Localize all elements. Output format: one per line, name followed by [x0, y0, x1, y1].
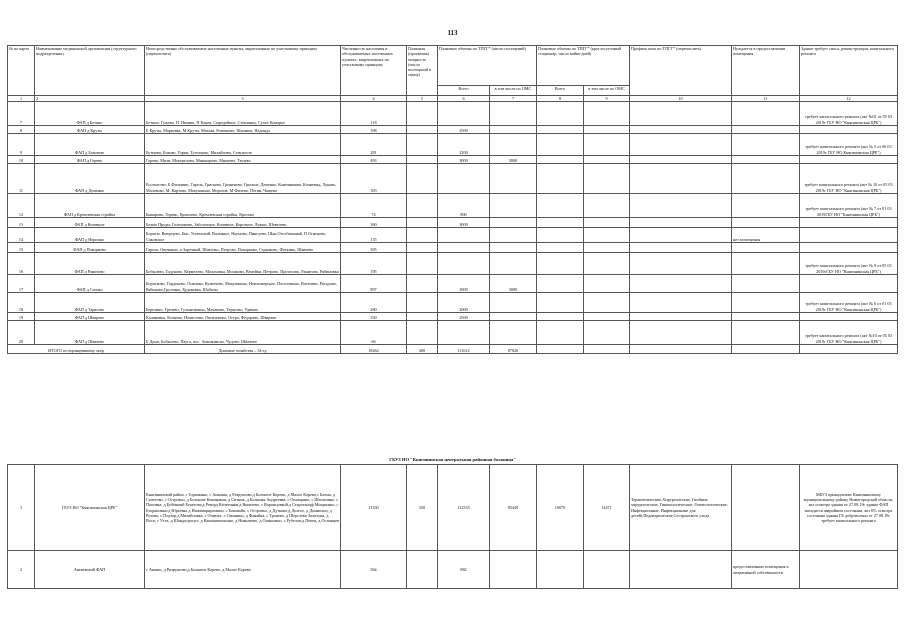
header-map-number: № по карте [8, 46, 35, 96]
beds-oms [584, 164, 630, 194]
visits-total: 2500 [438, 126, 490, 134]
org-name: ФАП д Стонко [35, 275, 145, 293]
beds-total: 16670 [537, 465, 584, 551]
capacity [407, 194, 438, 218]
capacity [407, 134, 438, 156]
repair-status [800, 126, 898, 134]
population: 281 [341, 134, 407, 156]
population: 364 [341, 551, 407, 589]
org-name: ФАП д Деменко [35, 164, 145, 194]
capacity [407, 228, 438, 243]
repair-status: требует капитального ремонта (акт № 10 от 05 03 2019г ГБУ НО "Княгининская ЦРБ") [800, 164, 898, 194]
table-row [8, 134, 898, 156]
total-population: 18262 [341, 345, 407, 354]
beds-total [537, 126, 584, 134]
row-number: 18 [8, 293, 35, 313]
header-beds-oms: в том числе по ОМС [584, 86, 630, 96]
repair-status: требует капитального ремонта (акт № 9 от 05 03 2019гГБУ НО "Княгининская ЦРБ") [800, 253, 898, 275]
visits-oms: 3000 [490, 275, 537, 293]
needs-premises [732, 218, 800, 228]
bed-profile [630, 126, 732, 134]
row-number: 20 [8, 321, 35, 345]
visits-oms [490, 321, 537, 345]
header-row [8, 46, 898, 86]
settlements: Быкарово, Горево, Ермолово, Кремлевская стройка, Кротово [145, 194, 341, 218]
beds-total [537, 102, 584, 126]
capacity [407, 275, 438, 293]
beds-total [537, 313, 584, 321]
header-settlements: Непосредственно обслуживаемые населенные пункты, закрепленные по участковому принципу (перечислить) [145, 46, 341, 96]
beds-total [537, 551, 584, 589]
population: 11350 [341, 465, 407, 551]
settlements: Ессекагово, Б Филеиню, Гарель, Грисково, Гриненево, Грискне, Деменко, Конечникова, Кочневнд, Луково, Малевово, М. Картово, Мокушкино, Морозов, М Филево, Петин, Чащево [145, 164, 341, 194]
visits-oms [490, 126, 537, 134]
visits-total [438, 228, 490, 243]
header-population: Численность населения в обслуживаемых населенных пунктах, закрепленных по участковому принципу [341, 46, 407, 96]
row-number: 7 [8, 102, 35, 126]
needs-premises [732, 194, 800, 218]
beds-oms [584, 321, 630, 345]
population: 280 [341, 293, 407, 313]
bed-profile [630, 321, 732, 345]
header-capacity: Плановая (проектная) мощность (число посещений в смену) [407, 46, 438, 96]
capacity [407, 243, 438, 253]
bed-profile: Терапевтические,Хирургические, Гнойные хирургические, Гинекологические, Гематологические, Инфекционные, Инфекционные для детей),Педиатрические,Сестринского ухода [630, 465, 732, 551]
repair-status [800, 551, 898, 589]
beds-oms [584, 293, 630, 313]
header-beds-total: Всего [537, 86, 584, 96]
visits-total: 882 [438, 551, 490, 589]
beds-oms [584, 275, 630, 293]
bed-profile [630, 293, 732, 313]
table-row [8, 275, 898, 293]
visits-total: 2200 [438, 134, 490, 156]
capacity [407, 253, 438, 275]
org-name: ФАП д Кремлевская стройка [35, 194, 145, 218]
population: 493 [341, 156, 407, 164]
repair-status [800, 313, 898, 321]
settlements: Б Дони, Бобылево, Пауга, пос. Анашкинско, Чудово, Швачево [145, 321, 341, 345]
settlements: Гарель, Овечкино, п Заречный, Шевлово, Петрово, Покорково, Стрыжово, Фоткино, Швачево [145, 243, 341, 253]
total-capacity: 400 [407, 345, 438, 354]
visits-oms [490, 253, 537, 275]
visits-oms [490, 218, 537, 228]
population: 360 [341, 218, 407, 228]
beds-total [537, 134, 584, 156]
beds-oms [584, 228, 630, 243]
empty-cell [732, 345, 800, 354]
table-row [8, 293, 898, 313]
bed-profile [630, 551, 732, 589]
repair-status [800, 228, 898, 243]
table-row [8, 253, 898, 275]
org-name: ФАП д Тарасово [35, 293, 145, 313]
visits-oms [490, 228, 537, 243]
table-row [8, 228, 898, 243]
repair-status [800, 218, 898, 228]
total-visits-oms: 87826 [490, 345, 537, 354]
row-number: 10 [8, 156, 35, 164]
capacity [407, 218, 438, 228]
row-number: 2 [8, 551, 35, 589]
bed-profile [630, 253, 732, 275]
row-number: 14 [8, 228, 35, 243]
beds-oms [584, 102, 630, 126]
visits-total: 3000 [438, 156, 490, 164]
table-row [8, 126, 898, 134]
needs-premises [732, 126, 800, 134]
beds-oms [584, 243, 630, 253]
total-label: ИТОГО по юрлицевикому льер [8, 345, 145, 354]
org-name: ФАП д Ранитово [35, 253, 145, 275]
bed-profile [630, 228, 732, 243]
header-visits-total: Всего [438, 86, 490, 96]
capacity [407, 102, 438, 126]
repair-status: требует капитального ремонта (акт № 7 от 01 03 2019ГБУ НО "Княгининская ЦРБ") [800, 194, 898, 218]
needs-premises [732, 134, 800, 156]
beds-oms [584, 551, 630, 589]
population: 195 [341, 253, 407, 275]
empty-cell [630, 345, 732, 354]
row-number: 8 [8, 126, 35, 134]
settlements: Белые Пруды, Голеханово, Заболотное, Кочевное, Коротное, Лужки, Шевелево [145, 218, 341, 228]
needs-premises [732, 243, 800, 253]
beds-total [537, 228, 584, 243]
capacity [407, 293, 438, 313]
visits-oms: 3000 [490, 156, 537, 164]
table-row [8, 321, 898, 345]
settlements: Княгининский район, г Горпакино, с Анаишк, д Разрушово,д Большое Корево, д Малое Корево,с Бахма, д Сапетово, с Островьо, д Большие Конинакаи, д Ситник, д Большая Андреевка, с Ошнарино, с Шешалино, с Поповка; д Бубённый Букетовэ,д Рекорд Кёпетинки,д Яковлево, с Воронцовкой,д Старотанцф Мищяхино, с Бторановкасд Юрьевка д Ниженприремино, с Боковойк, с Островьо, д Дутково,д Долгое, д Домнолио, д Ротово, с Подзор,д Михайловка, с Очитых, с Ожинино, д Фанайка, с Тронево, д Шерстево Залитуна, д Воск, с Утта, д Шандосроцтэ, д Каннанзенскино, д Николаево, д Ошналино, с Рубелов,д Пекец, д Ослинцев [145, 465, 341, 551]
population: 66 [341, 321, 407, 345]
org-name: ФАП д Нерпино [35, 228, 145, 243]
visits-oms [490, 551, 537, 589]
beds-total [537, 321, 584, 345]
visits-total [438, 164, 490, 194]
beds-oms [584, 313, 630, 321]
table-row [8, 218, 898, 228]
bed-profile [630, 102, 732, 126]
row-number: 16 [8, 253, 35, 275]
row-number: 17 [8, 275, 35, 293]
population: 330 [341, 313, 407, 321]
org-name: ФАП д Боковою [35, 134, 145, 156]
visits-oms [490, 194, 537, 218]
total-visits: 111612 [438, 345, 490, 354]
capacity [407, 126, 438, 134]
row-number: 12 [8, 194, 35, 218]
visits-total [438, 321, 490, 345]
settlements: Калиновка, Кочнево, Нечистово, Оксизенево, Остра, Федорово, Шварево [145, 313, 341, 321]
needs-premises [732, 293, 800, 313]
beds-total [537, 194, 584, 218]
beds-total [537, 164, 584, 194]
visits-oms [490, 243, 537, 253]
org-name: ФАП д Горево [35, 156, 145, 164]
table-row [8, 164, 898, 194]
hospital-table [7, 455, 898, 589]
table-row [8, 551, 898, 589]
total-households: Домовые хозяйства – 34 ед [145, 345, 341, 354]
visits-total: 3000 [438, 218, 490, 228]
empty-cell [537, 345, 584, 354]
visits-total: 112335 [438, 465, 490, 551]
visits-oms [490, 313, 537, 321]
bed-profile [630, 243, 732, 253]
visits-total [438, 102, 490, 126]
settlements: Бутыево, Боково, Горки, Туголькво, Михайлово, Стеклисов [145, 134, 341, 156]
population: 897 [341, 275, 407, 293]
visits-total: 2000 [438, 293, 490, 313]
header-bed-profile: Профиль коек по ТПГГ* (перечислить) [630, 46, 732, 96]
bed-profile [630, 275, 732, 293]
repair-status [800, 243, 898, 253]
capacity [407, 156, 438, 164]
header-visits-oms: в том числе по ОМС [490, 86, 537, 96]
visits-oms: 85449 [490, 465, 537, 551]
needs-premises [732, 253, 800, 275]
needs-premises: предоставленные помещения в оперативной собственности [732, 551, 800, 589]
org-name: ФАП д Покорково [35, 243, 145, 253]
org-name: ФАП д Бетино [35, 102, 145, 126]
facility-table [7, 45, 898, 354]
beds-oms [584, 134, 630, 156]
total-row [8, 345, 898, 354]
visits-total: 2500 [438, 313, 490, 321]
org-name: ФАП д Швачево [35, 321, 145, 345]
bed-profile [630, 194, 732, 218]
table-row [8, 313, 898, 321]
settlements: Бобылево, Годуново, Кермелево, Малаховка, Мошково, Венейки, Петрово, Протасово, Ранитово, Рябиновка [145, 253, 341, 275]
table-row [8, 243, 898, 253]
settlements: Борисково, Гордеково, Оснежко, Кузнечево, Мокушкино, Некозоверское, Поселенино, Вотенево, Рясадово, Рябиново,Грутенко, Худоковка, Шабалы [145, 275, 341, 293]
repair-status: требует капитального ремонта (акт №10 от 05 03 2019г ГБУ НО "Княгининская ЦРБ") [800, 321, 898, 345]
bed-profile [630, 134, 732, 156]
bed-profile [630, 218, 732, 228]
header-needs-premises: Нуждается в предоставлении помещения [732, 46, 800, 96]
empty-cell [800, 345, 898, 354]
visits-total [438, 243, 490, 253]
beds-total [537, 156, 584, 164]
visits-oms [490, 164, 537, 194]
table-row [8, 102, 898, 126]
capacity: 350 [407, 465, 438, 551]
population: 303 [341, 164, 407, 194]
row-number: 15 [8, 243, 35, 253]
org-name: ФАП д Шварево [35, 313, 145, 321]
needs-premises [732, 102, 800, 126]
visits-oms [490, 102, 537, 126]
column-number-row: 1 2 3 4 5 6 7 8 9 10 11 12 [8, 96, 898, 102]
beds-total [537, 253, 584, 275]
needs-premises [732, 156, 800, 164]
table-row [8, 156, 898, 164]
visits-total: 3000 [438, 275, 490, 293]
row-number: 9 [8, 134, 35, 156]
needs-premises [732, 313, 800, 321]
needs-premises [732, 275, 800, 293]
section-title: ГБУЗ НО "Княгининская центральная районная больница" [389, 456, 516, 462]
population: 118 [341, 102, 407, 126]
bed-profile [630, 156, 732, 164]
beds-total [537, 218, 584, 228]
settlements: Горево, Мизи, Мокерелово, Минжарово, Минеево, Тюлево [145, 156, 341, 164]
needs-premises [732, 164, 800, 194]
population: 135 [341, 228, 407, 243]
org-name: ГБУЗ НО "Княгининская ЦРБ" [35, 465, 145, 551]
capacity [407, 164, 438, 194]
needs-premises [732, 321, 800, 345]
settlements: Б Круты, Марковка, М Круты, Матлая, Ромашово, Шилиюк, Ялдинда [145, 126, 341, 134]
needs-premises: нет помещения [732, 228, 800, 243]
settlements: Борисы, Вьюрцево, Быс. Успенский, Валенное, Наумово, Пингуево, Шан Отсобачиный, П Огнецово, Саковское [145, 228, 341, 243]
beds-oms [584, 156, 630, 164]
repair-status: требует капитального ремонта (акт №01 от 05 03 2019г ГБУ НО "Княгининская ЦРБ") [800, 102, 898, 126]
beds-oms: 14471 [584, 465, 630, 551]
beds-oms [584, 253, 630, 275]
visits-oms [490, 293, 537, 313]
page-number: 113 [447, 29, 458, 37]
repair-status: требует капитального ремонта (акт № 6 от 01 03 2019г ГБУ НО "Княгининская ЦРБ") [800, 293, 898, 313]
repair-status [800, 156, 898, 164]
org-name: Анеяевский ФАП [35, 551, 145, 589]
bed-profile [630, 164, 732, 194]
population: 398 [341, 126, 407, 134]
settlements: Березино, Гречево, Гулынтикино, Мечаково, Терасово, Удинно [145, 293, 341, 313]
row-number: 13 [8, 218, 35, 228]
beds-oms [584, 194, 630, 218]
capacity [407, 551, 438, 589]
table-row [8, 465, 898, 551]
row-number: 11 [8, 164, 35, 194]
visits-total [438, 253, 490, 275]
capacity [407, 321, 438, 345]
header-visits: Плановые объемы по ТПГГ* (число посещений) [438, 46, 537, 86]
beds-oms [584, 218, 630, 228]
table-row [8, 194, 898, 218]
settlements: с Анаиш, д Ризрушово,д Большое Корево, д Малое Корево [145, 551, 341, 589]
beds-total [537, 243, 584, 253]
repair-status [800, 275, 898, 293]
header-organization: Наименование медицинской организации (структурного подразделения) [35, 46, 145, 96]
header-bed-days: Плановые объемы по ТПГГ* (круглосуточный стационар, число койко-дней) [537, 46, 630, 86]
repair-status: МБУЗ принадлежит Княгининскому муниципальному району Нижегородской области, акт осмотра здания от 27.08.19г здание ФАП находится аварийном состоянии, акт 6% осмотра состояния здания ГБ добровольно от 27.08.19г требует капитального ремонта [800, 465, 898, 551]
row-number: 1 [8, 465, 35, 551]
org-name: ФАП д Кочевное [35, 218, 145, 228]
repair-status: требует капитального ремонта (акт № 5 от 06 03 2019г ГБУ НО Княгининская ЦРБ") [800, 134, 898, 156]
header-repair: Здание требует сноса, реконструкции, капитального ремонта [800, 46, 898, 96]
population: 74 [341, 194, 407, 218]
visits-total: 800 [438, 194, 490, 218]
beds-total [537, 293, 584, 313]
bed-profile [630, 313, 732, 321]
capacity [407, 313, 438, 321]
org-name: ФАП д Круты [35, 126, 145, 134]
visits-oms [490, 134, 537, 156]
settlements: Бетино, Гужево, П. Иваник, П Конев, Сыродейное, Стеклянку, Сухое Коморье [145, 102, 341, 126]
empty-cell [584, 345, 630, 354]
beds-oms [584, 126, 630, 134]
needs-premises [732, 465, 800, 551]
row-number: 19 [8, 313, 35, 321]
beds-total [537, 275, 584, 293]
population: 505 [341, 243, 407, 253]
